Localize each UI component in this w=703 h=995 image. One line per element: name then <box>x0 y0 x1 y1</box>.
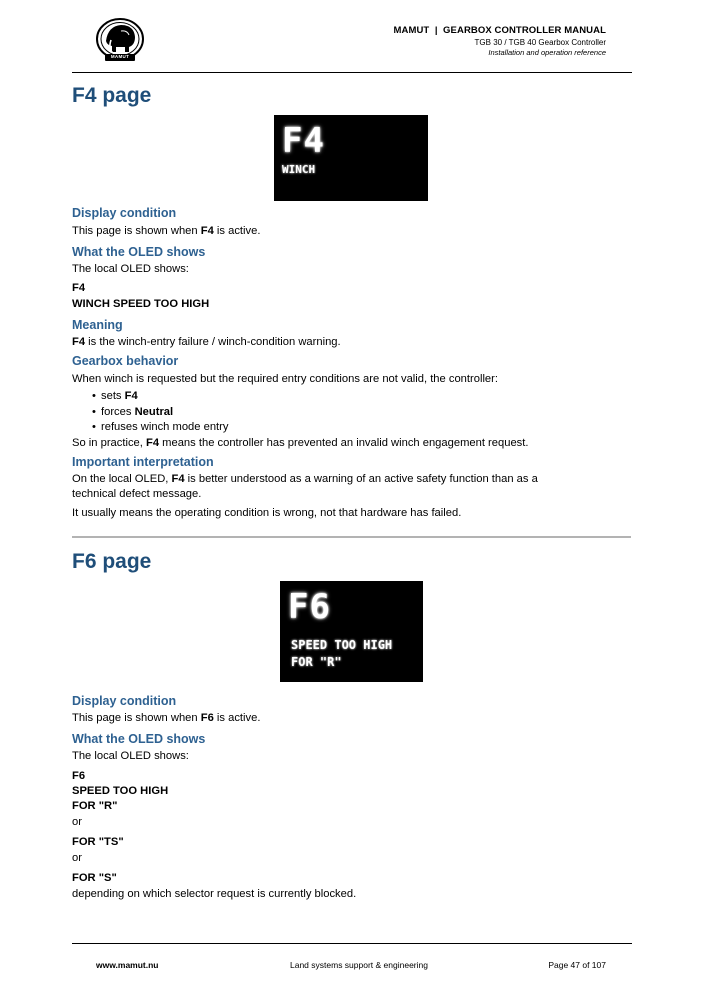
f6-alt-1: FOR "TS" <box>72 836 124 848</box>
f6-or-2: or <box>72 852 82 864</box>
f4-oled-line-1: F4 <box>72 282 86 294</box>
f6-heading: F6 page <box>72 550 152 573</box>
f4-oled-photo <box>274 115 428 201</box>
f4-important-p2: It usually means the operating condition is wrong, not that hardware has failed. <box>72 507 462 519</box>
header-rule <box>72 72 632 73</box>
list-item: • sets F4 <box>72 389 228 405</box>
f6-oled-shows-heading: What the OLED shows <box>72 732 206 746</box>
footer-website-link[interactable]: www.mamut.nu <box>96 960 159 970</box>
f6-oled-line-2: FOR "R" <box>291 655 342 669</box>
list-item: • refuses winch mode entry <box>72 420 228 436</box>
f4-gearbox-heading: Gearbox behavior <box>72 354 179 368</box>
f4-gearbox-intro: When winch is requested but the required entry conditions are not valid, the controller: <box>72 373 498 385</box>
f4-important-heading: Important interpretation <box>72 455 214 469</box>
f4-heading: F4 page <box>72 84 152 107</box>
f4-oled-shows-heading: What the OLED shows <box>72 245 206 259</box>
f4-display-condition-text: This page is shown when F4 is active. <box>72 225 261 237</box>
footer-center-text: Land systems support & engineering <box>290 960 428 970</box>
f6-oled-line-1-text: F6 <box>72 770 86 782</box>
f4-gearbox-list <box>72 389 228 436</box>
f4-display-condition-heading: Display condition <box>72 206 177 220</box>
f4-oled-shows-intro: The local OLED shows: <box>72 263 189 275</box>
footer-page-number: Page 47 of 107 <box>548 960 606 970</box>
f6-oled-code: F6 <box>288 587 331 627</box>
f6-display-condition-text: This page is shown when F6 is active. <box>72 712 261 724</box>
f4-important-p1-line2: technical defect message. <box>72 488 202 500</box>
f4-meaning-heading: Meaning <box>72 318 123 332</box>
f6-outro: depending on which selector request is currently blocked. <box>72 888 357 900</box>
header-subtitle-2: Installation and operation reference <box>488 48 606 57</box>
logo-text: MAMUT <box>110 54 130 59</box>
f4-gearbox-summary: So in practice, F4 means the controller has prevented an invalid winch engagement request. <box>72 437 529 449</box>
f6-oled-photo <box>280 581 423 682</box>
f6-oled-line-1: SPEED TOO HIGH <box>291 638 393 652</box>
company-logo <box>94 16 146 64</box>
header-title: MAMUT | GEARBOX CONTROLLER MANUAL <box>393 25 606 36</box>
f6-or-1: or <box>72 816 82 828</box>
f4-oled-line-2: WINCH SPEED TOO HIGH <box>72 298 210 310</box>
header-subtitle: TGB 30 / TGB 40 Gearbox Controller <box>474 38 606 47</box>
section-divider <box>72 536 631 538</box>
f4-meaning-text: F4 is the winch-entry failure / winch-condition warning. <box>72 336 341 348</box>
f6-oled-line-3-text: FOR "R" <box>72 800 118 812</box>
f4-oled-code: F4 <box>282 121 325 161</box>
f4-important-p1: On the local OLED, F4 is better understood as a warning of an active safety function than as a <box>72 473 538 485</box>
f6-oled-shows-intro: The local OLED shows: <box>72 750 189 762</box>
f6-display-condition-heading: Display condition <box>72 694 177 708</box>
list-item: • forces Neutral <box>72 405 228 421</box>
footer-rule <box>72 943 632 944</box>
f4-oled-text: WINCH <box>282 163 316 176</box>
f6-oled-line-2-text: SPEED TOO HIGH <box>72 785 169 797</box>
f6-alt-2: FOR "S" <box>72 872 117 884</box>
